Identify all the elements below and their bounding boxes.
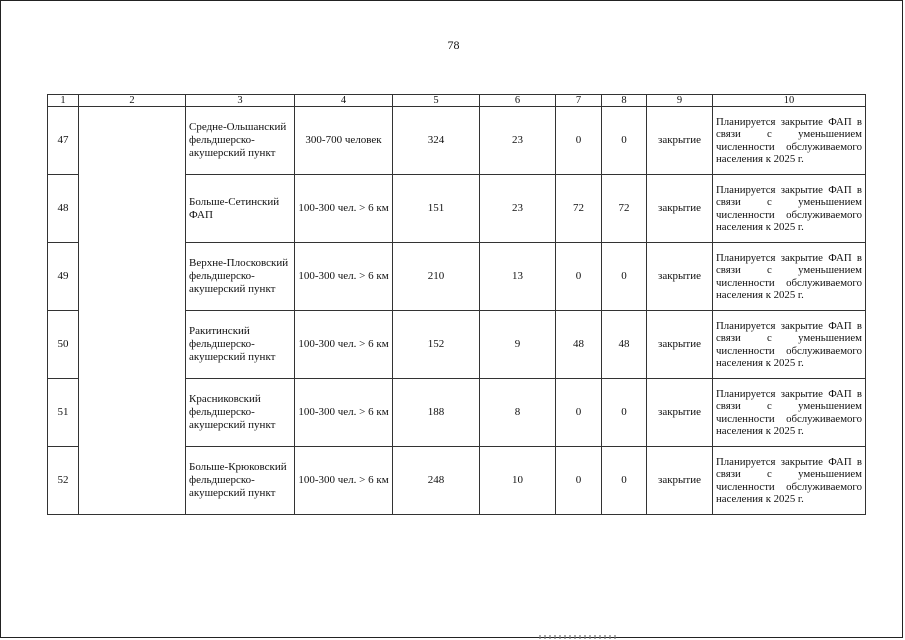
header-cell: 2	[79, 95, 186, 107]
header-cell: 3	[186, 95, 295, 107]
col5-value: 210	[393, 243, 480, 311]
col6-value: 23	[480, 107, 556, 175]
facility-name: Больше-Сетинский ФАП	[186, 175, 295, 243]
facility-name: Верхне-Плосковский фельдшерско-акушерский пункт	[186, 243, 295, 311]
note-text: Планируется закрытие ФАП в связи с уменьшением численности обслуживаемого населения к 2025 г.	[713, 447, 866, 515]
scan-artifact	[539, 635, 617, 639]
col5-value: 188	[393, 379, 480, 447]
facility-name: Больше-Крюковский фельдшерско-акушерский пункт	[186, 447, 295, 515]
col5-value: 151	[393, 175, 480, 243]
note-text: Планируется закрытие ФАП в связи с уменьшением численности обслуживаемого населения к 2025 г.	[713, 379, 866, 447]
row-number: 49	[48, 243, 79, 311]
col7-value: 48	[556, 311, 602, 379]
col8-value: 0	[602, 107, 647, 175]
col5-value: 152	[393, 311, 480, 379]
header-cell: 4	[295, 95, 393, 107]
population-range: 100-300 чел. > 6 км	[295, 175, 393, 243]
col8-value: 48	[602, 311, 647, 379]
action-value: закрытие	[647, 243, 713, 311]
action-value: закрытие	[647, 175, 713, 243]
col7-value: 0	[556, 107, 602, 175]
col6-value: 13	[480, 243, 556, 311]
header-cell: 6	[480, 95, 556, 107]
row-number: 50	[48, 311, 79, 379]
col8-value: 72	[602, 175, 647, 243]
col7-value: 72	[556, 175, 602, 243]
action-value: закрытие	[647, 107, 713, 175]
row-number: 51	[48, 379, 79, 447]
note-text: Планируется закрытие ФАП в связи с уменьшением численности обслуживаемого населения к 2025 г.	[713, 243, 866, 311]
col5-value: 248	[393, 447, 480, 515]
facility-name: Ракитинский фельдшерско-акушерский пункт	[186, 311, 295, 379]
col5-value: 324	[393, 107, 480, 175]
col6-value: 9	[480, 311, 556, 379]
action-value: закрытие	[647, 379, 713, 447]
col8-value: 0	[602, 243, 647, 311]
col8-value: 0	[602, 379, 647, 447]
row-number: 48	[48, 175, 79, 243]
action-value: закрытие	[647, 311, 713, 379]
facility-table	[47, 94, 866, 515]
population-range: 100-300 чел. > 6 км	[295, 311, 393, 379]
header-cell: 10	[713, 95, 866, 107]
facility-name: Красниковский фельдшерско-акушерский пункт	[186, 379, 295, 447]
population-range: 100-300 чел. > 6 км	[295, 243, 393, 311]
row-number: 47	[48, 107, 79, 175]
col7-value: 0	[556, 447, 602, 515]
table-row	[48, 107, 866, 175]
row-number: 52	[48, 447, 79, 515]
population-range: 300-700 человек	[295, 107, 393, 175]
facility-name: Средне-Ольшанский фельдшерско-акушерский пункт	[186, 107, 295, 175]
merged-empty-cell	[79, 107, 186, 515]
population-range: 100-300 чел. > 6 км	[295, 447, 393, 515]
action-value: закрытие	[647, 447, 713, 515]
header-cell: 8	[602, 95, 647, 107]
note-text: Планируется закрытие ФАП в связи с уменьшением численности обслуживаемого населения к 2025 г.	[713, 175, 866, 243]
header-cell: 1	[48, 95, 79, 107]
note-text: Планируется закрытие ФАП в связи с уменьшением численности обслуживаемого населения к 2025 г.	[713, 107, 866, 175]
population-range: 100-300 чел. > 6 км	[295, 379, 393, 447]
header-cell: 5	[393, 95, 480, 107]
col7-value: 0	[556, 379, 602, 447]
header-row	[48, 95, 866, 107]
col8-value: 0	[602, 447, 647, 515]
col6-value: 23	[480, 175, 556, 243]
note-text: Планируется закрытие ФАП в связи с уменьшением численности обслуживаемого населения к 2025 г.	[713, 311, 866, 379]
header-cell: 9	[647, 95, 713, 107]
col7-value: 0	[556, 243, 602, 311]
header-cell: 7	[556, 95, 602, 107]
col6-value: 10	[480, 447, 556, 515]
page-number: 78	[447, 38, 460, 52]
col6-value: 8	[480, 379, 556, 447]
